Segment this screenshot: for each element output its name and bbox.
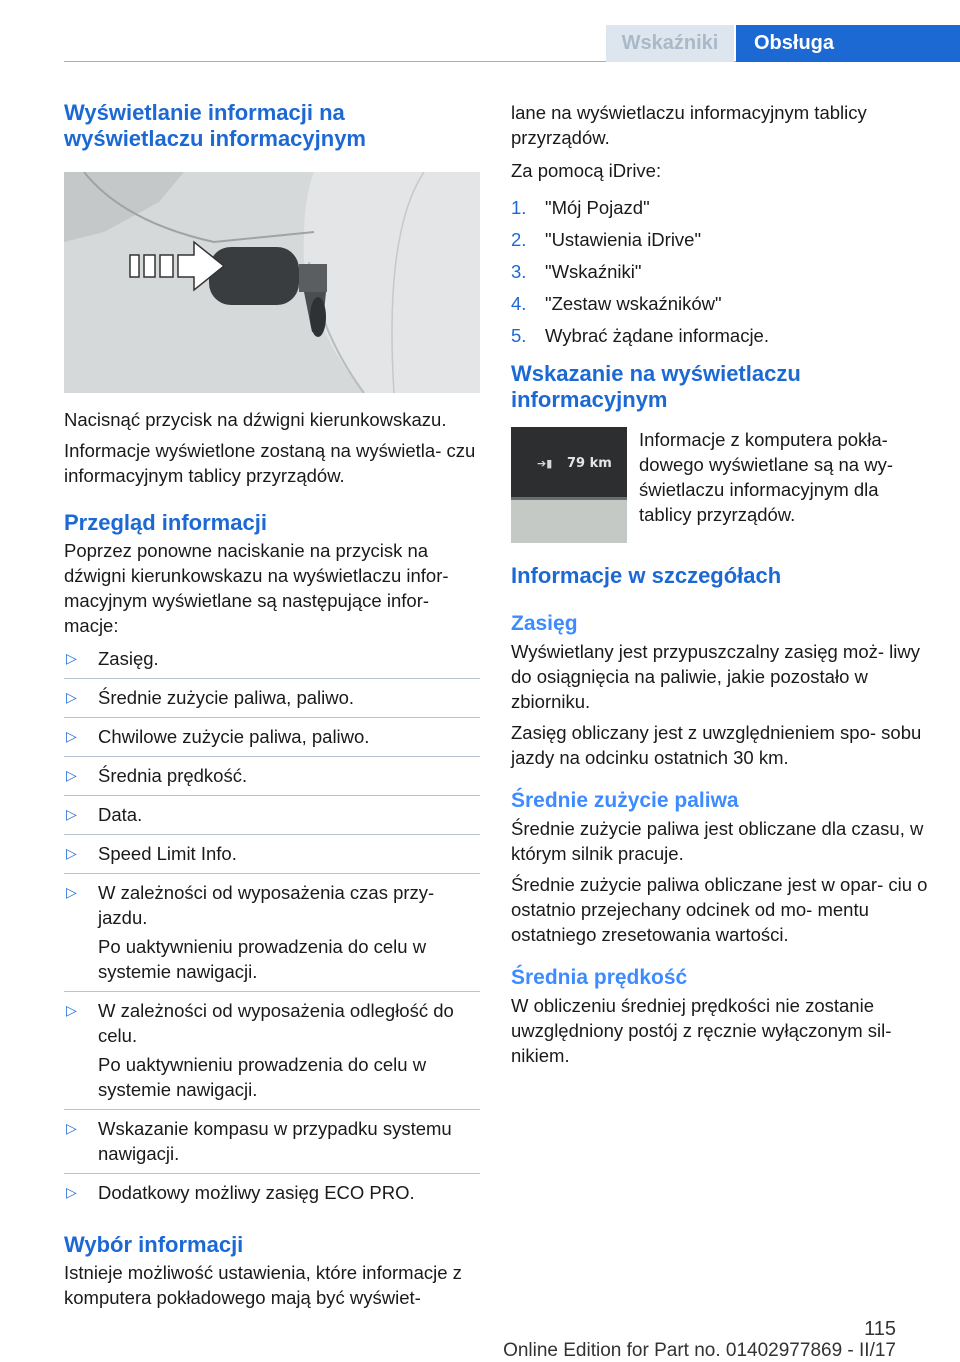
section-heading: Przegląd informacji <box>64 510 267 535</box>
subsection-heading: Zasięg <box>511 612 578 635</box>
list-item-text: Średnia prędkość. <box>98 765 248 786</box>
list-item <box>64 802 480 835</box>
tab-obsluga[interactable] <box>736 25 960 62</box>
idrive-steps <box>511 195 931 348</box>
list-item <box>64 1180 480 1212</box>
list-item-text: Wskazanie kompasu w przypadku systemu nawigacji. <box>98 1118 452 1164</box>
bullet-triangle-icon: ▷ <box>66 845 77 861</box>
bullet-triangle-icon: ▷ <box>66 1120 77 1136</box>
right-column <box>511 100 931 1068</box>
step-text: "Ustawienia iDrive" <box>545 229 702 250</box>
paragraph: Zasięg obliczany jest z uwzględnieniem spo‐ sobu jazdy na odcinku ostatnich 30 km. <box>511 722 922 768</box>
range-display-illustration <box>511 427 627 543</box>
display-drawing <box>511 427 627 543</box>
section-heading: Wskazanie na wyświetlaczu informacyjnym <box>511 361 801 412</box>
page-header <box>0 25 960 62</box>
bullet-triangle-icon: ▷ <box>66 884 77 900</box>
step-text: Wybrać żądane informacje. <box>545 325 769 346</box>
section-heading: Wybór informacji <box>64 1232 244 1257</box>
section-heading: Informacje w szczegółach <box>511 563 782 588</box>
list-item-text: Dodatkowy możliwy zasięg ECO PRO. <box>98 1182 415 1203</box>
paragraph: Wyświetlany jest przypuszczalny zasięg moż‐ liwy do osiągnięcia na paliwie, jakie pozostało w zbiorniku. <box>511 641 921 712</box>
step-number: 3. <box>511 261 527 282</box>
list-item <box>64 724 480 757</box>
list-item-text: Chwilowe zużycie paliwa, paliwo. <box>98 726 370 747</box>
step-text: "Zestaw wskaźników" <box>545 293 722 314</box>
subsection-heading: Średnie zużycie paliwa <box>511 789 739 812</box>
turn-signal-lever-illustration <box>64 172 480 393</box>
fuel-pump-icon: ➔▮ <box>537 457 553 470</box>
step-text: "Wskaźniki" <box>545 261 642 282</box>
list-item-text: W zależności od wyposażenia odległość do celu. <box>98 1000 454 1046</box>
lever-drawing <box>64 172 480 393</box>
list-item <box>64 685 480 718</box>
list-item <box>64 841 480 874</box>
range-value: 79 km <box>567 456 612 471</box>
list-item <box>64 763 480 796</box>
step-number: 2. <box>511 229 527 250</box>
bullet-triangle-icon: ▷ <box>66 767 77 783</box>
subsection-heading: Średnia prędkość <box>511 966 688 989</box>
step-number: 4. <box>511 293 527 314</box>
list-item <box>64 998 480 1110</box>
bullet-triangle-icon: ▷ <box>66 689 77 705</box>
bullet-triangle-icon: ▷ <box>66 1002 77 1018</box>
list-item <box>64 646 480 679</box>
step-item <box>511 227 931 252</box>
bullet-triangle-icon: ▷ <box>66 728 77 744</box>
paragraph: Informacje wyświetlone zostaną na wyświetla‐ czu informacyjnym tablicy przyrządów. <box>64 440 476 486</box>
paragraph: Za pomocą iDrive: <box>511 160 662 181</box>
list-item-text: Data. <box>98 804 143 825</box>
paragraph: Nacisnąć przycisk na dźwigni kierunkowskazu. <box>64 409 447 430</box>
paragraph: lane na wyświetlaczu informacyjnym tablicy przyrządów. <box>511 102 867 148</box>
list-item-text: Zasięg. <box>98 648 159 669</box>
step-item <box>511 323 931 348</box>
paragraph: Średnie zużycie paliwa jest obliczane dla czasu, w którym silnik pracuje. <box>511 818 924 864</box>
left-column <box>64 100 480 1310</box>
list-item-note: Po uaktywnieniu prowadzenia do celu w systemie nawigacji. <box>98 936 427 982</box>
edition-note: Online Edition for Part no. 01402977869 - II/17 <box>503 1340 896 1361</box>
bullet-triangle-icon: ▷ <box>66 806 77 822</box>
paragraph: Średnie zużycie paliwa obliczane jest w opar‐ ciu o ostatnio przejechany odcinek od mo‐ mentu ostatniego zresetowania wartości. <box>511 874 928 945</box>
paragraph: W obliczeniu średniej prędkości nie zostanie uwzględniony postój z ręcznie wyłączonym sil‐ nikiem. <box>511 995 892 1066</box>
step-number: 5. <box>511 325 527 346</box>
section-heading: Wyświetlanie informacji na wyświetlaczu informacyjnym <box>64 100 366 151</box>
tab-wskazniki[interactable]: Wskaźniki <box>606 25 734 62</box>
tab-obsluga-label: Obsługa <box>754 32 835 54</box>
paragraph: Poprzez ponowne naciskanie na przycisk na dźwigni kierunkowskazu na wyświetlaczu infor‐ macyjnym wyświetlane są następujące infor‐ macje: <box>64 540 449 636</box>
step-text: "Mój Pojazd" <box>545 197 650 218</box>
list-item <box>64 880 480 992</box>
bullet-triangle-icon: ▷ <box>66 650 77 666</box>
page-number: 115 <box>864 1318 896 1340</box>
list-item-text: W zależności od wyposażenia czas przy‐ jazdu. <box>98 882 435 928</box>
step-number: 1. <box>511 197 527 218</box>
step-item <box>511 195 931 220</box>
list-item-note: Po uaktywnieniu prowadzenia do celu w systemie nawigacji. <box>98 1054 427 1100</box>
list-item <box>64 1116 480 1174</box>
paragraph: Informacje z komputera pokła‐ dowego wyświetlane są na wy‐ świetlaczu informacyjnym dla tablicy przyrządów. <box>639 429 893 525</box>
paragraph: Istnieje możliwość ustawienia, które informacje z komputera pokładowego mają być wyświet‐ <box>64 1262 462 1308</box>
step-item <box>511 259 931 284</box>
list-item-text: Średnie zużycie paliwa, paliwo. <box>98 687 355 708</box>
info-list <box>64 646 480 1212</box>
list-item-text: Speed Limit Info. <box>98 843 237 864</box>
bullet-triangle-icon: ▷ <box>66 1184 77 1200</box>
step-item <box>511 291 931 316</box>
